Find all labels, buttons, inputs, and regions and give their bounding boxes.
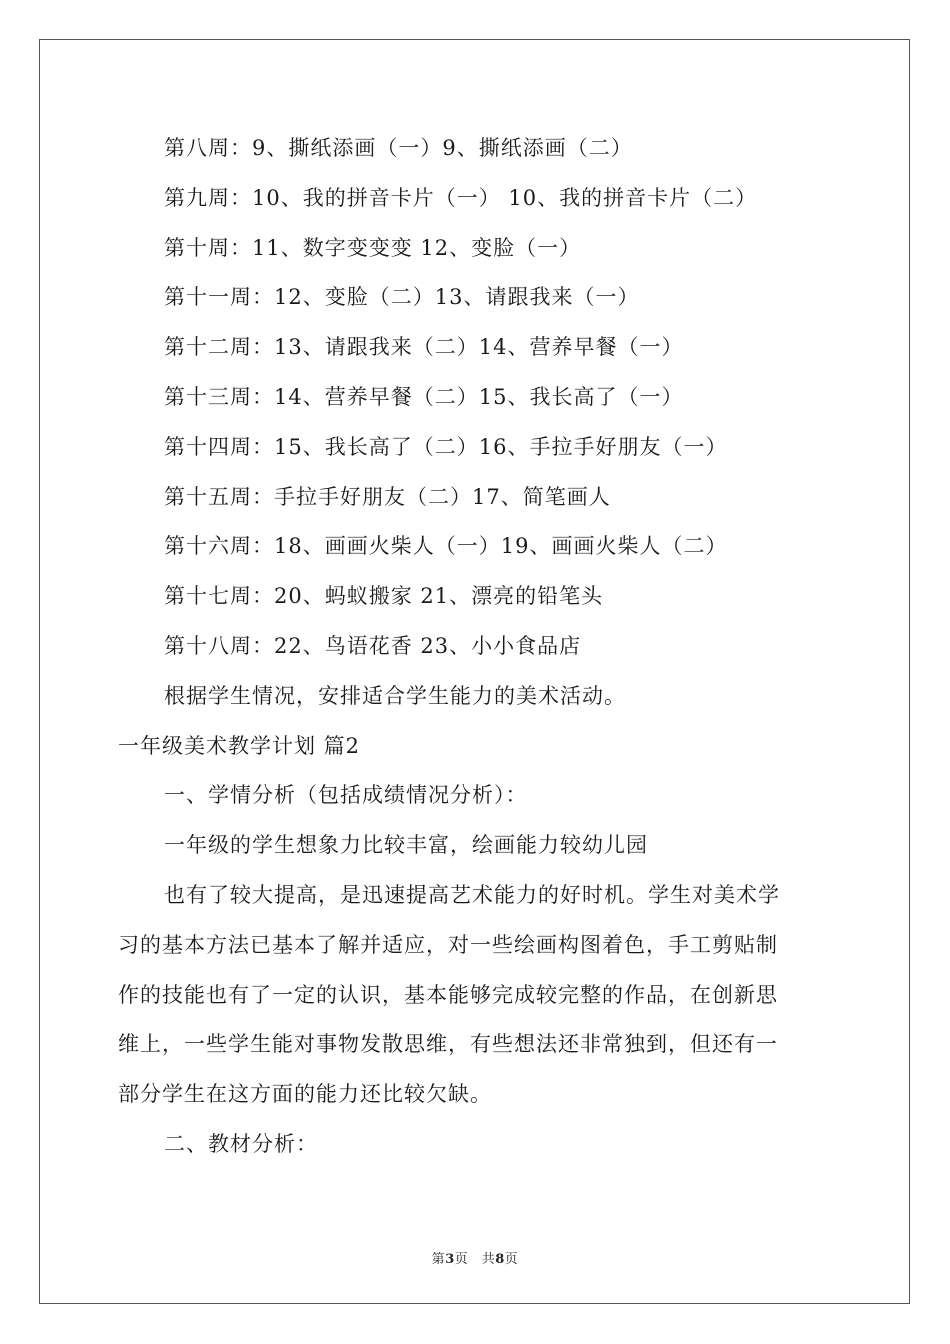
schedule-week-9: 第九周：10、我的拼音卡片（一） 10、我的拼音卡片（二）	[164, 185, 758, 210]
page-footer	[0, 1248, 950, 1267]
footer-prefix: 第	[431, 1252, 446, 1267]
schedule-week-8: 第八周：9、撕纸添画（一）9、撕纸添画（二）	[164, 136, 633, 160]
schedule-week-13: 第十三周：14、营养早餐（二）15、我长高了（一）	[164, 384, 684, 409]
footer-suffix: 页	[504, 1252, 519, 1267]
schedule-week-18: 第十八周：22、鸟语花香 23、小小食品店	[164, 633, 582, 658]
section-heading: 一年级美术教学计划 篇2	[118, 733, 361, 758]
schedule-week-15: 第十五周：手拉手好朋友（二）17、简笔画人	[164, 484, 611, 509]
schedule-week-11: 第十一周：12、变脸（二）13、请跟我来（一）	[164, 285, 640, 310]
subheading-student-analysis: 一、学情分析（包括成绩情况分析）：	[164, 783, 528, 808]
schedule-week-17: 第十七周：20、蚂蚁搬家 21、漂亮的铅笔头	[164, 584, 604, 609]
schedule-week-14: 第十四周：15、我长高了（二）16、手拉手好朋友（一）	[164, 434, 728, 459]
document-body	[118, 124, 838, 1170]
paragraph-line: 习的基本方法已基本了解并适应，对一些绘画构图着色，手工剪贴制	[118, 932, 778, 957]
footer-mid: 页 共	[454, 1252, 496, 1267]
paragraph-line: 也有了较大提高，是迅速提高艺术能力的好时机。学生对美术学	[164, 882, 780, 907]
paragraph-line: 作的技能也有了一定的认识，基本能够完成较完整的作品，在创新思	[118, 982, 778, 1007]
current-page-number: 3	[445, 1252, 455, 1267]
paragraph-line: 维上，一些学生能对事物发散思维，有些想法还非常独到，但还有一	[118, 1032, 778, 1057]
total-page-count: 8	[495, 1252, 505, 1267]
paragraph-line: 部分学生在这方面的能力还比较欠缺。	[118, 1082, 492, 1107]
schedule-week-16: 第十六周：18、画画火柴人（一）19、画画火柴人（二）	[164, 534, 728, 559]
schedule-note: 根据学生情况，安排适合学生能力的美术活动。	[164, 683, 626, 708]
paragraph-line: 一年级的学生想象力比较丰富，绘画能力较幼儿园	[164, 833, 648, 858]
schedule-week-12: 第十二周：13、请跟我来（二）14、营养早餐（一）	[164, 335, 684, 360]
subheading-textbook-analysis: 二、教材分析：	[164, 1131, 318, 1156]
schedule-week-10: 第十周：11、数字变变变 12、变脸（一）	[164, 235, 582, 260]
